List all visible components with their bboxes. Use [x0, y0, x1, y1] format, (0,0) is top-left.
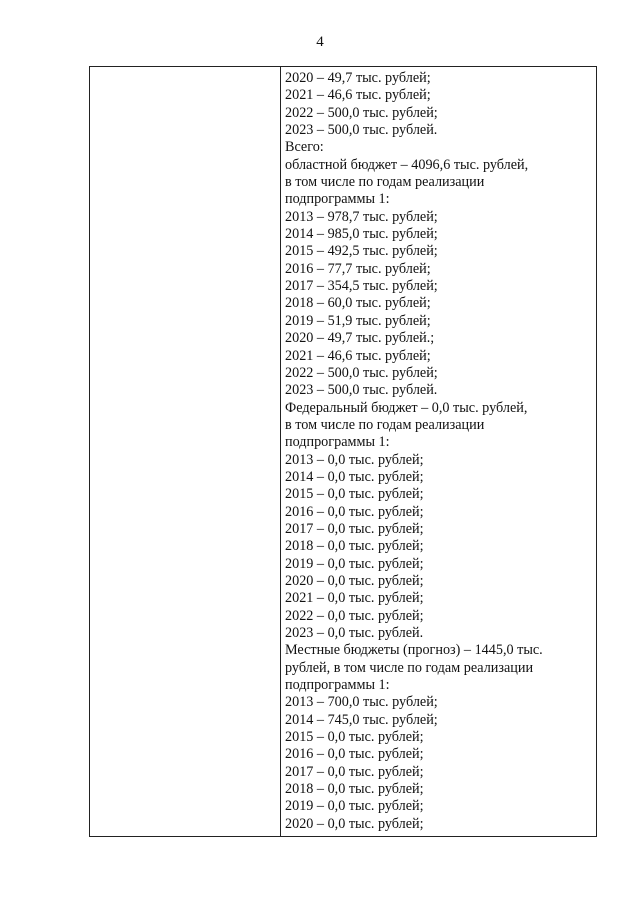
text-line: 2023 – 500,0 тыс. рублей.	[285, 382, 438, 399]
text-line: 2022 – 500,0 тыс. рублей;	[285, 104, 438, 121]
text-line: 2015 – 0,0 тыс. рублей;	[285, 486, 424, 503]
text-line: подпрограммы 1:	[285, 677, 390, 694]
text-line: 2018 – 60,0 тыс. рублей;	[285, 295, 431, 312]
text-line: 2015 – 492,5 тыс. рублей;	[285, 243, 438, 260]
text-line: 2018 – 0,0 тыс. рублей;	[285, 781, 424, 798]
text-line: подпрограммы 1:	[285, 191, 390, 208]
text-line: рублей, в том числе по годам реализации	[285, 659, 534, 676]
text-line: 2017 – 0,0 тыс. рублей;	[285, 520, 424, 537]
section-heading-federal-budget: Федеральный бюджет – 0,0 тыс. рублей,	[285, 399, 528, 416]
text-line: 2017 – 0,0 тыс. рублей;	[285, 763, 424, 780]
text-line: 2019 – 0,0 тыс. рублей;	[285, 798, 424, 815]
text-line: 2018 – 0,0 тыс. рублей;	[285, 538, 424, 555]
text-line: 2023 – 0,0 тыс. рублей.	[285, 625, 424, 641]
text-line: 2021 – 46,6 тыс. рублей;	[285, 347, 431, 364]
text-line: 2016 – 0,0 тыс. рублей;	[285, 503, 424, 520]
text-line: 2020 – 49,7 тыс. рублей.;	[285, 330, 435, 347]
text-line: 2022 – 0,0 тыс. рублей;	[285, 607, 424, 624]
page-number: 4	[316, 34, 324, 50]
section-heading-local-budgets: Местные бюджеты (прогноз) – 1445,0 тыс.	[285, 642, 543, 659]
text-line: 2016 – 0,0 тыс. рублей;	[285, 746, 424, 763]
text-line: в том числе по годам реализации	[285, 416, 485, 433]
text-line: 2013 – 0,0 тыс. рублей;	[285, 451, 424, 468]
table-right-cell	[281, 70, 592, 836]
text-line: 2015 – 0,0 тыс. рублей;	[285, 729, 424, 746]
text-line: 2021 – 46,6 тыс. рублей;	[285, 87, 431, 104]
text-line: 2014 – 985,0 тыс. рублей;	[285, 226, 438, 243]
section-heading-total: Всего:	[285, 139, 324, 156]
funding-table	[89, 66, 597, 837]
section-heading-regional-budget: областной бюджет – 4096,6 тыс. рублей,	[285, 156, 529, 173]
text-line: 2016 – 77,7 тыс. рублей;	[285, 260, 431, 277]
text-line: 2013 – 978,7 тыс. рублей;	[285, 208, 438, 225]
text-line: 2019 – 0,0 тыс. рублей;	[285, 555, 424, 572]
text-line: 2022 – 500,0 тыс. рублей;	[285, 364, 438, 381]
text-line: 2013 – 700,0 тыс. рублей;	[285, 694, 438, 711]
text-line: 2023 – 500,0 тыс. рублей.	[285, 122, 438, 139]
text-line: в том числе по годам реализации	[285, 174, 485, 191]
text-line: подпрограммы 1:	[285, 434, 390, 451]
table-left-cell	[90, 67, 281, 836]
text-line: 2020 – 0,0 тыс. рублей;	[285, 815, 424, 832]
text-line: 2014 – 0,0 тыс. рублей;	[285, 468, 424, 485]
text-line: 2014 – 745,0 тыс. рублей;	[285, 711, 438, 728]
text-line: 2020 – 0,0 тыс. рублей;	[285, 572, 424, 589]
text-line: 2017 – 354,5 тыс. рублей;	[285, 278, 438, 295]
text-line: 2020 – 49,7 тыс. рублей;	[285, 70, 431, 86]
text-line: 2019 – 51,9 тыс. рублей;	[285, 312, 431, 329]
text-line: 2021 – 0,0 тыс. рублей;	[285, 590, 424, 607]
